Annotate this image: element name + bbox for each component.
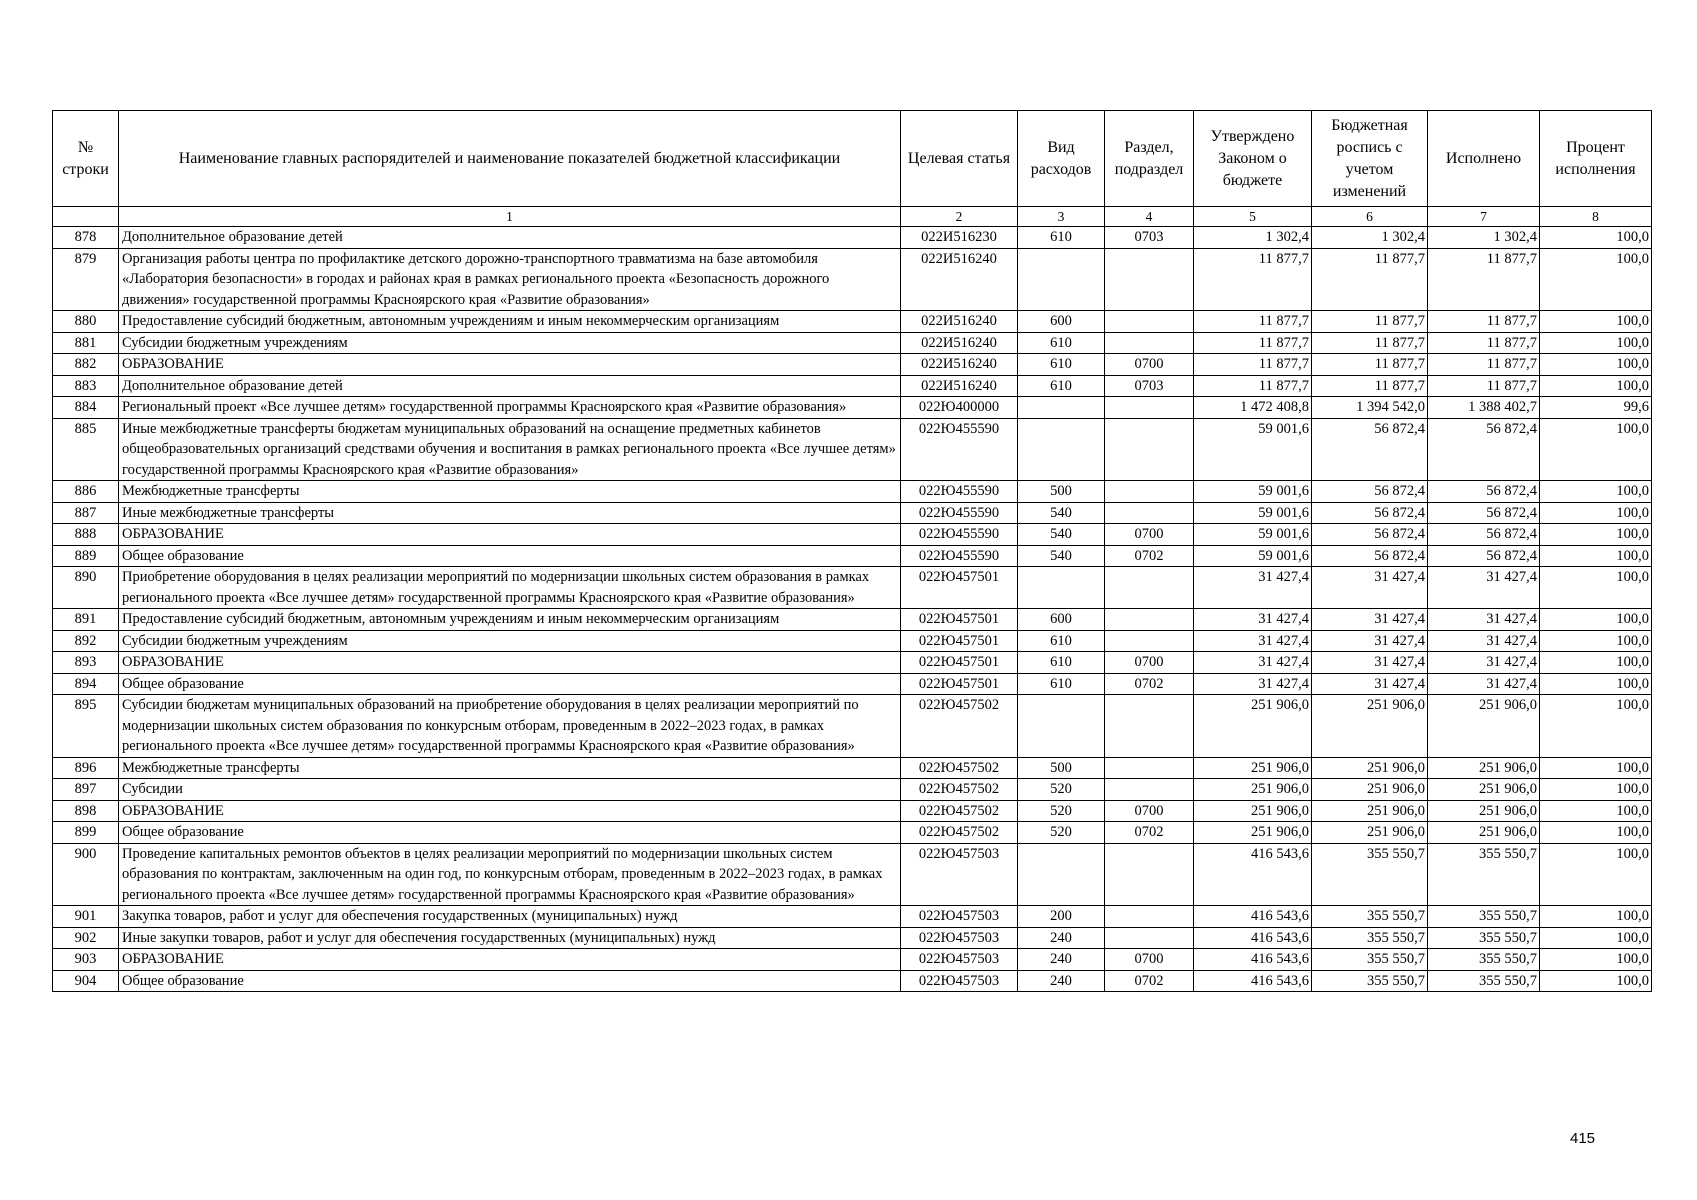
row-approved-cell: 251 906,0 <box>1194 695 1312 758</box>
row-name-cell: Субсидии бюджетным учреждениям <box>119 630 901 652</box>
row-executed-cell: 251 906,0 <box>1428 822 1540 844</box>
table-row <box>53 227 1652 249</box>
row-number-cell: 902 <box>53 927 119 949</box>
row-number-cell: 889 <box>53 545 119 567</box>
row-number-cell: 883 <box>53 375 119 397</box>
row-percent-cell: 100,0 <box>1540 248 1652 311</box>
row-section-cell <box>1105 397 1194 419</box>
row-name-cell: Иные межбюджетные трансферты бюджетам муниципальных образований на оснащение предметных кабинетов общеобразовательных организаций средствами обучения и воспитания в рамках регионального проекта «Все лучшее детям» государственной программы Красноярского края «Развитие образования» <box>119 418 901 481</box>
row-vid-cell: 540 <box>1018 502 1105 524</box>
table-row <box>53 927 1652 949</box>
row-percent-cell: 100,0 <box>1540 673 1652 695</box>
column-number: 8 <box>1540 207 1652 227</box>
row-code-cell: 022Ю457502 <box>901 757 1018 779</box>
row-section-cell <box>1105 248 1194 311</box>
row-executed-cell: 31 427,4 <box>1428 630 1540 652</box>
row-vid-cell <box>1018 397 1105 419</box>
row-vid-cell: 240 <box>1018 970 1105 992</box>
row-budget-cell: 31 427,4 <box>1312 673 1428 695</box>
row-percent-cell: 100,0 <box>1540 481 1652 503</box>
row-executed-cell: 31 427,4 <box>1428 652 1540 674</box>
row-budget-cell: 251 906,0 <box>1312 779 1428 801</box>
header-row-no: № строки <box>53 111 119 207</box>
row-name-cell: Закупка товаров, работ и услуг для обеспечения государственных (муниципальных) нужд <box>119 906 901 928</box>
row-section-cell: 0702 <box>1105 673 1194 695</box>
row-percent-cell: 100,0 <box>1540 311 1652 333</box>
row-name-cell: Иные межбюджетные трансферты <box>119 502 901 524</box>
row-budget-cell: 31 427,4 <box>1312 609 1428 631</box>
row-name-cell: Проведение капитальных ремонтов объектов в целях реализации мероприятий по модернизации школьных систем образования по контрактам, заключенным на один год, по конкурсным отборам, проведенным в 2022–2023 годах, в рамках регионального проекта «Все лучшее детям» государственной программы Красноярского края «Развитие образования» <box>119 843 901 906</box>
row-number-cell: 899 <box>53 822 119 844</box>
row-number-cell: 892 <box>53 630 119 652</box>
row-number-cell: 895 <box>53 695 119 758</box>
table-body <box>53 227 1652 992</box>
row-section-cell: 0703 <box>1105 375 1194 397</box>
table-row <box>53 695 1652 758</box>
row-code-cell: 022Ю457503 <box>901 906 1018 928</box>
row-executed-cell: 251 906,0 <box>1428 800 1540 822</box>
row-code-cell: 022Ю455590 <box>901 545 1018 567</box>
row-percent-cell: 100,0 <box>1540 502 1652 524</box>
row-percent-cell: 100,0 <box>1540 652 1652 674</box>
row-name-cell: Региональный проект «Все лучшее детям» государственной программы Красноярского края «Развитие образования» <box>119 397 901 419</box>
row-percent-cell: 100,0 <box>1540 927 1652 949</box>
row-number-cell: 884 <box>53 397 119 419</box>
row-executed-cell: 56 872,4 <box>1428 502 1540 524</box>
row-executed-cell: 56 872,4 <box>1428 524 1540 546</box>
row-name-cell: ОБРАЗОВАНИЕ <box>119 949 901 971</box>
row-executed-cell: 251 906,0 <box>1428 695 1540 758</box>
row-approved-cell: 59 001,6 <box>1194 481 1312 503</box>
row-vid-cell: 520 <box>1018 822 1105 844</box>
row-vid-cell: 240 <box>1018 949 1105 971</box>
row-section-cell: 0702 <box>1105 545 1194 567</box>
table-row <box>53 652 1652 674</box>
row-approved-cell: 11 877,7 <box>1194 248 1312 311</box>
row-number-cell: 888 <box>53 524 119 546</box>
row-budget-cell: 31 427,4 <box>1312 630 1428 652</box>
row-section-cell <box>1105 311 1194 333</box>
row-vid-cell <box>1018 567 1105 609</box>
page-number: 415 <box>1570 1130 1596 1147</box>
row-vid-cell: 520 <box>1018 779 1105 801</box>
row-section-cell: 0703 <box>1105 227 1194 249</box>
row-budget-cell: 1 302,4 <box>1312 227 1428 249</box>
row-vid-cell <box>1018 843 1105 906</box>
row-number-cell: 882 <box>53 354 119 376</box>
row-budget-cell: 355 550,7 <box>1312 949 1428 971</box>
row-number-cell: 887 <box>53 502 119 524</box>
table-row <box>53 567 1652 609</box>
row-percent-cell: 100,0 <box>1540 822 1652 844</box>
row-section-cell <box>1105 332 1194 354</box>
row-code-cell: 022И516240 <box>901 311 1018 333</box>
row-vid-cell: 610 <box>1018 227 1105 249</box>
row-name-cell: Организация работы центра по профилактике детского дорожно-транспортного травматизма на базе автомобиля «Лаборатория безопасности» в городах и районах края в рамках регионального проекта «Безопасность дорожного движения» государственной программы Красноярского края «Развитие образования» <box>119 248 901 311</box>
row-percent-cell: 100,0 <box>1540 332 1652 354</box>
row-percent-cell: 100,0 <box>1540 949 1652 971</box>
row-name-cell: Общее образование <box>119 822 901 844</box>
header-section: Раздел, подраздел <box>1105 111 1194 207</box>
column-number: 1 <box>119 207 901 227</box>
row-code-cell: 022Ю457503 <box>901 949 1018 971</box>
table-row <box>53 970 1652 992</box>
row-approved-cell: 31 427,4 <box>1194 567 1312 609</box>
row-approved-cell: 251 906,0 <box>1194 800 1312 822</box>
row-vid-cell: 600 <box>1018 609 1105 631</box>
row-percent-cell: 100,0 <box>1540 524 1652 546</box>
row-number-cell: 886 <box>53 481 119 503</box>
row-number-cell: 893 <box>53 652 119 674</box>
row-budget-cell: 11 877,7 <box>1312 311 1428 333</box>
row-executed-cell: 355 550,7 <box>1428 906 1540 928</box>
row-number-cell: 903 <box>53 949 119 971</box>
table-row <box>53 545 1652 567</box>
table-row <box>53 481 1652 503</box>
row-approved-cell: 11 877,7 <box>1194 311 1312 333</box>
row-code-cell: 022Ю457502 <box>901 800 1018 822</box>
column-number: 6 <box>1312 207 1428 227</box>
row-approved-cell: 11 877,7 <box>1194 354 1312 376</box>
row-section-cell: 0700 <box>1105 524 1194 546</box>
row-percent-cell: 100,0 <box>1540 375 1652 397</box>
row-percent-cell: 100,0 <box>1540 843 1652 906</box>
row-name-cell: Общее образование <box>119 673 901 695</box>
row-budget-cell: 355 550,7 <box>1312 843 1428 906</box>
row-budget-cell: 56 872,4 <box>1312 524 1428 546</box>
row-approved-cell: 59 001,6 <box>1194 545 1312 567</box>
row-percent-cell: 100,0 <box>1540 545 1652 567</box>
row-code-cell: 022И516240 <box>901 332 1018 354</box>
row-executed-cell: 11 877,7 <box>1428 375 1540 397</box>
row-approved-cell: 1 302,4 <box>1194 227 1312 249</box>
row-executed-cell: 56 872,4 <box>1428 418 1540 481</box>
table-row <box>53 311 1652 333</box>
row-executed-cell: 1 388 402,7 <box>1428 397 1540 419</box>
row-percent-cell: 100,0 <box>1540 609 1652 631</box>
row-code-cell: 022Ю457503 <box>901 970 1018 992</box>
row-executed-cell: 355 550,7 <box>1428 927 1540 949</box>
row-vid-cell: 500 <box>1018 757 1105 779</box>
table-header-row <box>53 111 1652 207</box>
row-name-cell: Предоставление субсидий бюджетным, автономным учреждениям и иным некоммерческим организациям <box>119 609 901 631</box>
row-percent-cell: 100,0 <box>1540 970 1652 992</box>
row-section-cell: 0700 <box>1105 354 1194 376</box>
row-budget-cell: 56 872,4 <box>1312 545 1428 567</box>
row-budget-cell: 251 906,0 <box>1312 800 1428 822</box>
row-section-cell <box>1105 609 1194 631</box>
row-executed-cell: 56 872,4 <box>1428 545 1540 567</box>
header-executed: Исполнено <box>1428 111 1540 207</box>
column-number-row <box>53 207 1652 227</box>
row-vid-cell: 540 <box>1018 524 1105 546</box>
header-vid: Вид расходов <box>1018 111 1105 207</box>
row-name-cell: ОБРАЗОВАНИЕ <box>119 800 901 822</box>
header-approved: Утверждено Законом о бюджете <box>1194 111 1312 207</box>
row-budget-cell: 11 877,7 <box>1312 354 1428 376</box>
column-number: 5 <box>1194 207 1312 227</box>
row-approved-cell: 59 001,6 <box>1194 418 1312 481</box>
column-number <box>53 207 119 227</box>
row-name-cell: Иные закупки товаров, работ и услуг для обеспечения государственных (муниципальных) нужд <box>119 927 901 949</box>
row-percent-cell: 100,0 <box>1540 567 1652 609</box>
row-section-cell <box>1105 567 1194 609</box>
row-budget-cell: 31 427,4 <box>1312 652 1428 674</box>
row-name-cell: Субсидии бюджетным учреждениям <box>119 332 901 354</box>
row-vid-cell: 240 <box>1018 927 1105 949</box>
row-approved-cell: 31 427,4 <box>1194 652 1312 674</box>
row-code-cell: 022Ю457502 <box>901 822 1018 844</box>
row-percent-cell: 100,0 <box>1540 630 1652 652</box>
row-number-cell: 897 <box>53 779 119 801</box>
column-number: 2 <box>901 207 1018 227</box>
row-vid-cell: 520 <box>1018 800 1105 822</box>
row-percent-cell: 100,0 <box>1540 227 1652 249</box>
row-code-cell: 022И516240 <box>901 354 1018 376</box>
table-row <box>53 418 1652 481</box>
row-approved-cell: 59 001,6 <box>1194 524 1312 546</box>
row-approved-cell: 59 001,6 <box>1194 502 1312 524</box>
row-approved-cell: 416 543,6 <box>1194 906 1312 928</box>
row-budget-cell: 31 427,4 <box>1312 567 1428 609</box>
row-budget-cell: 11 877,7 <box>1312 332 1428 354</box>
row-approved-cell: 251 906,0 <box>1194 757 1312 779</box>
row-number-cell: 900 <box>53 843 119 906</box>
row-name-cell: Дополнительное образование детей <box>119 227 901 249</box>
row-percent-cell: 100,0 <box>1540 757 1652 779</box>
row-code-cell: 022И516240 <box>901 375 1018 397</box>
row-number-cell: 878 <box>53 227 119 249</box>
row-number-cell: 894 <box>53 673 119 695</box>
row-code-cell: 022Ю457502 <box>901 779 1018 801</box>
row-name-cell: Приобретение оборудования в целях реализации мероприятий по модернизации школьных систем образования в рамках регионального проекта «Все лучшее детям» государственной программы Красноярского края «Развитие образования» <box>119 567 901 609</box>
row-section-cell <box>1105 843 1194 906</box>
row-budget-cell: 56 872,4 <box>1312 502 1428 524</box>
row-executed-cell: 31 427,4 <box>1428 567 1540 609</box>
table-row <box>53 949 1652 971</box>
row-executed-cell: 251 906,0 <box>1428 757 1540 779</box>
row-budget-cell: 251 906,0 <box>1312 822 1428 844</box>
row-section-cell: 0702 <box>1105 822 1194 844</box>
row-code-cell: 022Ю457501 <box>901 609 1018 631</box>
header-name: Наименование главных распорядителей и наименование показателей бюджетной классификации <box>119 111 901 207</box>
row-code-cell: 022И516230 <box>901 227 1018 249</box>
row-section-cell: 0700 <box>1105 949 1194 971</box>
column-number: 7 <box>1428 207 1540 227</box>
row-percent-cell: 100,0 <box>1540 354 1652 376</box>
row-executed-cell: 56 872,4 <box>1428 481 1540 503</box>
row-executed-cell: 31 427,4 <box>1428 609 1540 631</box>
row-percent-cell: 100,0 <box>1540 779 1652 801</box>
row-executed-cell: 1 302,4 <box>1428 227 1540 249</box>
row-budget-cell: 56 872,4 <box>1312 481 1428 503</box>
row-vid-cell: 610 <box>1018 332 1105 354</box>
row-approved-cell: 11 877,7 <box>1194 332 1312 354</box>
row-executed-cell: 11 877,7 <box>1428 332 1540 354</box>
row-section-cell <box>1105 906 1194 928</box>
row-code-cell: 022И516240 <box>901 248 1018 311</box>
row-approved-cell: 416 543,6 <box>1194 970 1312 992</box>
row-approved-cell: 31 427,4 <box>1194 673 1312 695</box>
row-vid-cell: 610 <box>1018 354 1105 376</box>
header-code: Целевая статья <box>901 111 1018 207</box>
row-code-cell: 022Ю457501 <box>901 567 1018 609</box>
row-budget-cell: 355 550,7 <box>1312 927 1428 949</box>
row-name-cell: Общее образование <box>119 970 901 992</box>
row-number-cell: 885 <box>53 418 119 481</box>
row-code-cell: 022Ю457503 <box>901 927 1018 949</box>
row-code-cell: 022Ю457502 <box>901 695 1018 758</box>
row-vid-cell <box>1018 418 1105 481</box>
row-percent-cell: 100,0 <box>1540 800 1652 822</box>
row-section-cell <box>1105 481 1194 503</box>
table-row <box>53 248 1652 311</box>
table-row <box>53 779 1652 801</box>
row-number-cell: 879 <box>53 248 119 311</box>
row-vid-cell <box>1018 695 1105 758</box>
row-section-cell: 0702 <box>1105 970 1194 992</box>
budget-execution-table <box>52 110 1652 992</box>
row-number-cell: 880 <box>53 311 119 333</box>
row-executed-cell: 11 877,7 <box>1428 248 1540 311</box>
row-percent-cell: 100,0 <box>1540 418 1652 481</box>
row-section-cell <box>1105 502 1194 524</box>
table-row <box>53 673 1652 695</box>
row-section-cell <box>1105 927 1194 949</box>
row-percent-cell: 100,0 <box>1540 695 1652 758</box>
row-budget-cell: 56 872,4 <box>1312 418 1428 481</box>
row-executed-cell: 11 877,7 <box>1428 311 1540 333</box>
row-section-cell: 0700 <box>1105 800 1194 822</box>
row-budget-cell: 251 906,0 <box>1312 757 1428 779</box>
row-section-cell: 0700 <box>1105 652 1194 674</box>
row-approved-cell: 416 543,6 <box>1194 949 1312 971</box>
row-executed-cell: 11 877,7 <box>1428 354 1540 376</box>
table-row <box>53 502 1652 524</box>
table-row <box>53 843 1652 906</box>
row-number-cell: 896 <box>53 757 119 779</box>
table-row <box>53 822 1652 844</box>
row-number-cell: 881 <box>53 332 119 354</box>
row-number-cell: 898 <box>53 800 119 822</box>
column-number: 4 <box>1105 207 1194 227</box>
row-approved-cell: 251 906,0 <box>1194 779 1312 801</box>
table-row <box>53 375 1652 397</box>
row-percent-cell: 99,6 <box>1540 397 1652 419</box>
row-section-cell <box>1105 757 1194 779</box>
row-code-cell: 022Ю455590 <box>901 481 1018 503</box>
row-executed-cell: 355 550,7 <box>1428 843 1540 906</box>
row-number-cell: 901 <box>53 906 119 928</box>
table-row <box>53 609 1652 631</box>
row-vid-cell: 540 <box>1018 545 1105 567</box>
table-row <box>53 397 1652 419</box>
row-approved-cell: 31 427,4 <box>1194 630 1312 652</box>
row-code-cell: 022Ю457501 <box>901 673 1018 695</box>
row-vid-cell: 600 <box>1018 311 1105 333</box>
row-name-cell: Дополнительное образование детей <box>119 375 901 397</box>
row-name-cell: ОБРАЗОВАНИЕ <box>119 524 901 546</box>
table-row <box>53 524 1652 546</box>
table-row <box>53 354 1652 376</box>
row-approved-cell: 11 877,7 <box>1194 375 1312 397</box>
row-executed-cell: 355 550,7 <box>1428 970 1540 992</box>
table-row <box>53 800 1652 822</box>
row-budget-cell: 11 877,7 <box>1312 248 1428 311</box>
row-code-cell: 022Ю457503 <box>901 843 1018 906</box>
row-name-cell: Субсидии <box>119 779 901 801</box>
row-code-cell: 022Ю457501 <box>901 630 1018 652</box>
row-vid-cell: 610 <box>1018 673 1105 695</box>
table-row <box>53 757 1652 779</box>
row-approved-cell: 1 472 408,8 <box>1194 397 1312 419</box>
row-budget-cell: 1 394 542,0 <box>1312 397 1428 419</box>
row-number-cell: 890 <box>53 567 119 609</box>
row-name-cell: Межбюджетные трансферты <box>119 757 901 779</box>
row-name-cell: ОБРАЗОВАНИЕ <box>119 652 901 674</box>
row-budget-cell: 355 550,7 <box>1312 906 1428 928</box>
table-row <box>53 332 1652 354</box>
row-code-cell: 022Ю455590 <box>901 524 1018 546</box>
row-number-cell: 904 <box>53 970 119 992</box>
table-row <box>53 630 1652 652</box>
row-percent-cell: 100,0 <box>1540 906 1652 928</box>
row-code-cell: 022Ю457501 <box>901 652 1018 674</box>
row-budget-cell: 251 906,0 <box>1312 695 1428 758</box>
row-section-cell <box>1105 779 1194 801</box>
row-number-cell: 891 <box>53 609 119 631</box>
table-row <box>53 906 1652 928</box>
row-budget-cell: 355 550,7 <box>1312 970 1428 992</box>
row-vid-cell: 610 <box>1018 375 1105 397</box>
row-name-cell: Субсидии бюджетам муниципальных образований на приобретение оборудования в целях реализации мероприятий по модернизации школьных систем образования по конкурсным отборам, проведенным в 2022–2023 годах, в рамках регионального проекта «Все лучшее детям» государственной программы Красноярского края «Развитие образования» <box>119 695 901 758</box>
row-section-cell <box>1105 418 1194 481</box>
row-executed-cell: 355 550,7 <box>1428 949 1540 971</box>
row-name-cell: Общее образование <box>119 545 901 567</box>
row-section-cell <box>1105 695 1194 758</box>
row-executed-cell: 31 427,4 <box>1428 673 1540 695</box>
row-vid-cell: 500 <box>1018 481 1105 503</box>
row-name-cell: Предоставление субсидий бюджетным, автономным учреждениям и иным некоммерческим организациям <box>119 311 901 333</box>
row-name-cell: Межбюджетные трансферты <box>119 481 901 503</box>
row-approved-cell: 416 543,6 <box>1194 843 1312 906</box>
row-approved-cell: 416 543,6 <box>1194 927 1312 949</box>
row-vid-cell: 610 <box>1018 652 1105 674</box>
column-number: 3 <box>1018 207 1105 227</box>
row-vid-cell <box>1018 248 1105 311</box>
header-budget: Бюджетная роспись с учетом изменений <box>1312 111 1428 207</box>
row-vid-cell: 610 <box>1018 630 1105 652</box>
row-approved-cell: 251 906,0 <box>1194 822 1312 844</box>
row-code-cell: 022Ю400000 <box>901 397 1018 419</box>
row-code-cell: 022Ю455590 <box>901 418 1018 481</box>
row-name-cell: ОБРАЗОВАНИЕ <box>119 354 901 376</box>
row-section-cell <box>1105 630 1194 652</box>
row-budget-cell: 11 877,7 <box>1312 375 1428 397</box>
row-executed-cell: 251 906,0 <box>1428 779 1540 801</box>
row-approved-cell: 31 427,4 <box>1194 609 1312 631</box>
header-percent: Процент исполнения <box>1540 111 1652 207</box>
row-code-cell: 022Ю455590 <box>901 502 1018 524</box>
row-vid-cell: 200 <box>1018 906 1105 928</box>
